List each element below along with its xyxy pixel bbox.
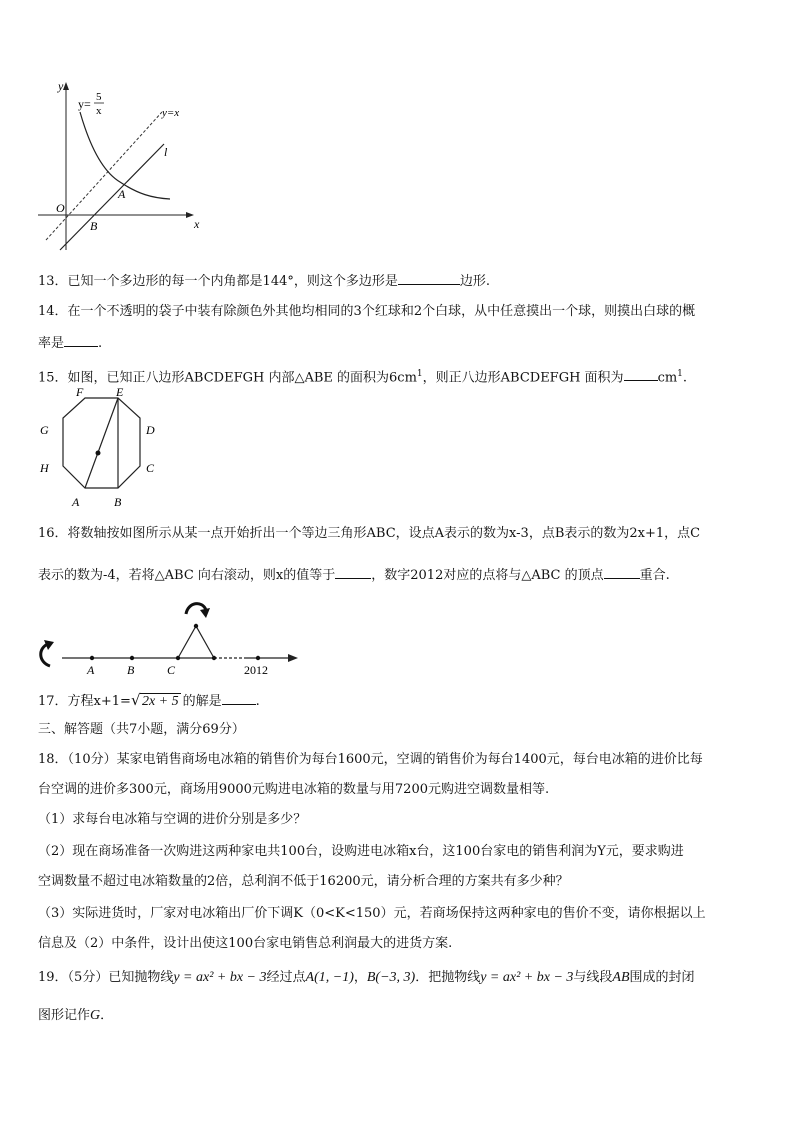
vertex-a-label: A	[72, 495, 80, 509]
q19-end1: 围成的封闭	[629, 970, 695, 985]
point-a-label: A	[118, 187, 126, 201]
q15-text-mid: ，则正八边形ABCDEFGH 面积为	[422, 370, 624, 386]
folded-triangle	[178, 626, 214, 658]
x-axis-arrow	[186, 212, 194, 218]
origin-label: O	[56, 201, 65, 215]
question-19-line2	[38, 1008, 113, 1024]
q16-line2-mid: ，数字2012对应的点将与△ABC 的顶点	[371, 568, 604, 583]
q13-after: 边形.	[459, 274, 490, 289]
rotate-arrow-top-head	[200, 608, 210, 618]
q18-p3-line2: 信息及（2）中条件，设计出使这100台家电销售总利润最大的进货方案.	[38, 936, 453, 951]
curve-label-denominator: x	[96, 105, 102, 117]
line-y-equals-x	[46, 112, 162, 240]
question-13	[38, 272, 490, 290]
sqrt-sign-icon: √	[130, 691, 141, 709]
q19-point-a: A(1, −1)	[305, 970, 354, 985]
right-base-dot	[212, 656, 216, 660]
segment-ae	[85, 398, 118, 488]
question-18-part2-line1	[38, 844, 684, 860]
apex-dot	[194, 624, 198, 628]
q18-p3-line1: （3）实际进货时，厂家对电冰箱出厂价下调K（0<K<150）元，若商场保持这两种家电的售价不变，请你根据以上	[38, 906, 706, 921]
q15-sup2: 1	[677, 369, 683, 379]
number-line-arrow	[288, 654, 298, 662]
vertex-b-label: B	[114, 495, 122, 509]
vertex-h-label: H	[40, 461, 49, 475]
q19-mid1: 经过点	[266, 970, 306, 985]
question-17	[38, 692, 260, 710]
question-14-line1	[38, 304, 695, 320]
point-a-label: A	[87, 663, 95, 677]
q16-line2-pre: 表示的数为-4，若将△ABC 向右滚动，则x的值等于	[38, 568, 336, 583]
q19-pre: 19．（5分）已知抛物线	[38, 970, 174, 985]
question-18-line1	[38, 752, 703, 768]
figure-hyperbola	[30, 78, 210, 258]
q14-line1: 14．在一个不透明的袋子中装有除颜色外其他均相同的3个红球和2个白球，从中任意摸出一个球，则摸出白球的概	[38, 304, 696, 319]
q18-line1: 18．（10分）某家电销售商场电冰箱的销售价为每台1600元，空调的销售价为每台1400元，每台电冰箱的进价比每	[38, 752, 703, 767]
vertex-c-label: C	[146, 461, 155, 475]
q19-line2-pre: 图形记作	[38, 1008, 91, 1023]
q18-p2-line1: （2）现在商场准备一次购进这两种家电共100台，设购进电冰箱x台，这100台家电的销售利润为Y元，要求购进	[38, 844, 684, 859]
q19-mid2: ．把抛物线	[415, 970, 481, 985]
q19-point-b: B(−3, 3)	[366, 970, 416, 985]
point-b-label: B	[127, 663, 135, 677]
q14-blank[interactable]	[64, 334, 98, 347]
center-point	[96, 451, 101, 456]
vertex-d-label: D	[146, 423, 155, 437]
figure-number-line	[36, 596, 300, 678]
point-2012-label: 2012	[244, 663, 268, 677]
section-3-title	[38, 722, 245, 738]
q19-comma: ，	[353, 970, 367, 985]
q16-line1: 16．将数轴按如图所示从某一点开始折出一个等边三角形ABC，设点A表示的数为x-3，点B表示的数为2x+1，点C	[38, 526, 701, 541]
q17-end: .	[255, 694, 260, 709]
q19-line2-end: ．	[100, 1008, 114, 1023]
point-a-dot	[90, 656, 94, 660]
q18-p2-line2: 空调数量不超过电冰箱数量的2倍，总利润不低于16200元，请分析合理的方案共有多少种？	[38, 874, 569, 889]
hyperbola-curve	[80, 112, 170, 199]
q17-sqrt	[130, 691, 181, 710]
line-l	[60, 144, 164, 250]
point-2012-dot	[256, 656, 260, 660]
q15-blank[interactable]	[624, 368, 658, 381]
y-axis-label: y	[58, 79, 64, 93]
curve-label-prefix: y=	[78, 97, 91, 111]
q19-segment: AB	[612, 970, 630, 985]
point-b-dot	[130, 656, 134, 660]
q17-pre: 17．方程x+1=	[38, 694, 131, 709]
y-axis-arrow	[63, 82, 69, 90]
q19-g: G	[90, 1008, 101, 1023]
question-18-line2	[38, 782, 549, 798]
section-3-title-text: 三、解答题（共7小题，满分69分）	[38, 722, 245, 737]
q15-end: .	[682, 370, 688, 386]
point-c-dot	[176, 656, 180, 660]
q17-post: 的解是	[182, 694, 222, 709]
question-19-line1	[38, 970, 695, 986]
question-18-part1	[38, 812, 306, 828]
q15-text-post: cm	[657, 370, 678, 386]
point-c-label: C	[167, 663, 176, 677]
q15-text-pre: 15．如图，已知正八边形ABCDEFGH 内部△ABE 的面积为6cm	[38, 370, 417, 386]
vertex-f-label: F	[76, 385, 84, 399]
q17-blank[interactable]	[222, 692, 256, 705]
x-axis-label: x	[194, 217, 200, 231]
figure-octagon	[30, 384, 170, 514]
vertex-g-label: G	[40, 423, 49, 437]
q19-eq1: y = ax² + bx − 3	[173, 970, 267, 985]
question-14-line2	[38, 334, 102, 352]
q16-blank-x[interactable]	[335, 566, 371, 579]
question-18-part3-line1	[38, 906, 706, 922]
q14-line2-pre: 率是	[38, 336, 65, 351]
q16-blank-vertex[interactable]	[604, 566, 640, 579]
vertex-e-label: E	[116, 385, 124, 399]
question-16-line1	[38, 526, 700, 542]
q15-sup: 1	[416, 369, 423, 379]
q14-line2-post: .	[98, 336, 103, 351]
point-b-label: B	[90, 219, 98, 233]
q18-p1: （1）求每台电冰箱与空调的进价分别是多少？	[38, 812, 307, 827]
q17-radicand: 2x + 5	[141, 694, 179, 709]
question-18-part3-line2	[38, 936, 452, 952]
q19-mid3: 与线段	[573, 970, 613, 985]
diag-line-label: y=x	[162, 107, 180, 119]
question-18-part2-line2	[38, 874, 569, 890]
q19-eq2: y = ax² + bx − 3	[480, 970, 574, 985]
q13-blank[interactable]	[398, 272, 460, 285]
q18-line2: 台空调的进价多300元，商场用9000元购进电冰箱的数量与用7200元购进空调数量相等.	[38, 782, 550, 797]
q16-line2-post: 重合.	[639, 568, 670, 583]
q13-text: 13．已知一个多边形的每一个内角都是144°，则这个多边形是	[38, 274, 398, 289]
curve-label-numerator: 5	[96, 91, 102, 103]
line-l-label: l	[164, 145, 168, 159]
question-16-line2	[38, 566, 670, 584]
